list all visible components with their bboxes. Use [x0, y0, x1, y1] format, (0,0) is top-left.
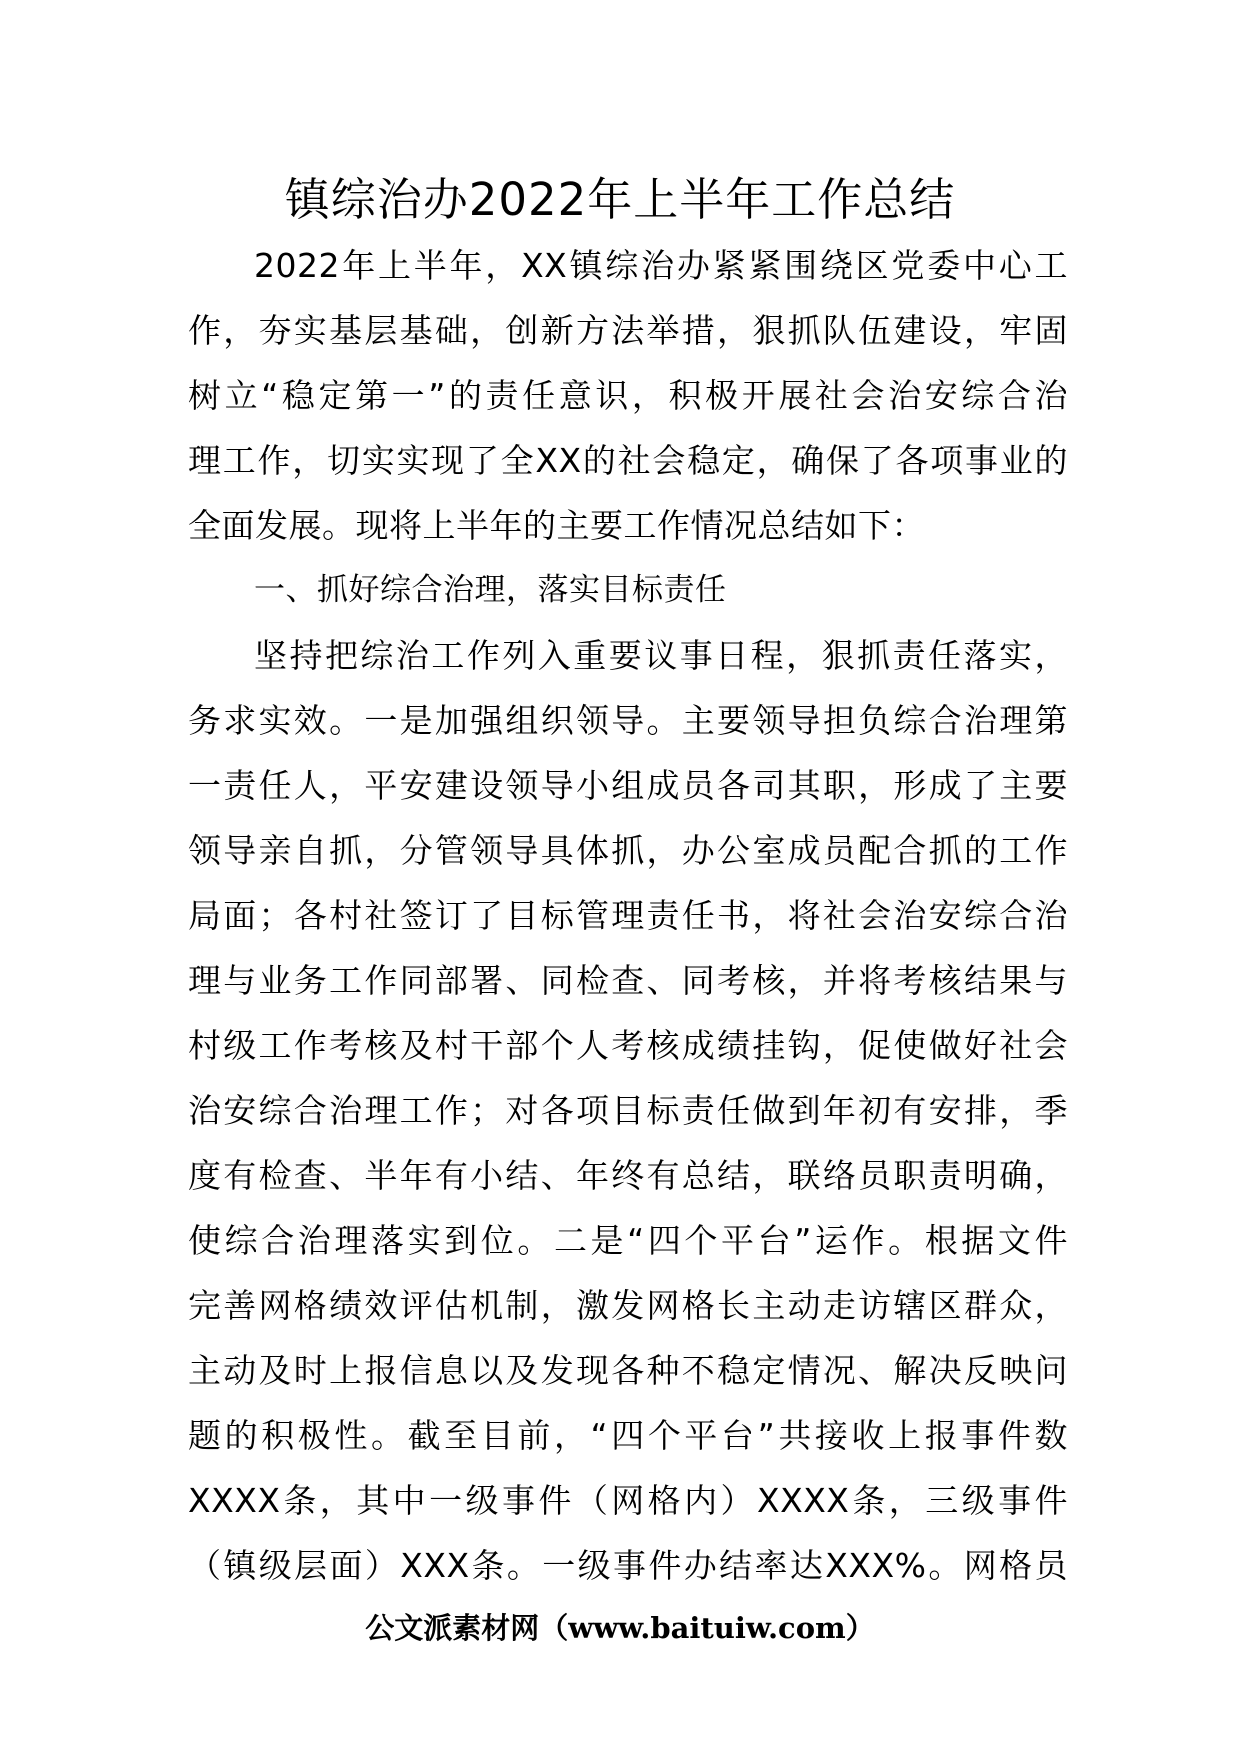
section-line: XXXX条，其中一级事件（网格内）XXXX条，三级事件 — [188, 1481, 1068, 1520]
section-line: 度有检查、半年有小结、年终有总结，联络员职责明确， — [188, 1156, 1068, 1195]
section-line: 一责任人，平安建设领导小组成员各司其职，形成了主要 — [188, 766, 1068, 805]
section-line: 主动及时上报信息以及发现各种不稳定情况、解决反映问 — [188, 1351, 1068, 1390]
section-line: 领导亲自抓，分管领导具体抓，办公室成员配合抓的工作 — [188, 831, 1068, 870]
intro-line: 2022年上半年，XX镇综治办紧紧围绕区党委中心工 — [254, 246, 1068, 285]
section-line: 题的积极性。截至目前，“四个平台”共接收上报事件数 — [188, 1416, 1068, 1455]
section-line: 村级工作考核及村干部个人考核成绩挂钩，促使做好社会 — [188, 1026, 1068, 1065]
section-line: 务求实效。一是加强组织领导。主要领导担负综合治理第 — [188, 701, 1068, 740]
section-heading: 一、抓好综合治理，落实目标责任 — [254, 572, 727, 608]
section-line: （镇级层面）XXX条。一级事件办结率达XXX%。网格员 — [188, 1546, 1068, 1585]
section-line: 局面；各村社签订了目标管理责任书，将社会治安综合治 — [188, 896, 1068, 935]
intro-line: 树立“稳定第一”的责任意识，积极开展社会治安综合治 — [188, 376, 1068, 415]
section-line: 治安综合治理工作；对各项目标责任做到年初有安排，季 — [188, 1091, 1068, 1130]
section-line: 使综合治理落实到位。二是“四个平台”运作。根据文件 — [188, 1221, 1068, 1260]
intro-line: 作，夯实基层基础，创新方法举措，狠抓队伍建设，牢固 — [188, 311, 1068, 350]
intro-line: 理工作，切实实现了全XX的社会稳定，确保了各项事业的 — [188, 441, 1068, 480]
section-line: 理与业务工作同部署、同检查、同考核，并将考核结果与 — [188, 961, 1068, 1000]
intro-line: 全面发展。现将上半年的主要工作情况总结如下： — [188, 506, 925, 545]
document-body — [188, 233, 1068, 1598]
document-title: 镇综治办2022年上半年工作总结 — [284, 173, 956, 226]
footer-watermark: 公文派素材网（www.baituiw.com） — [365, 1611, 875, 1645]
section-line: 完善网格绩效评估机制，激发网格长主动走访辖区群众， — [188, 1286, 1068, 1325]
section-line: 坚持把综治工作列入重要议事日程，狠抓责任落实， — [254, 636, 1068, 675]
